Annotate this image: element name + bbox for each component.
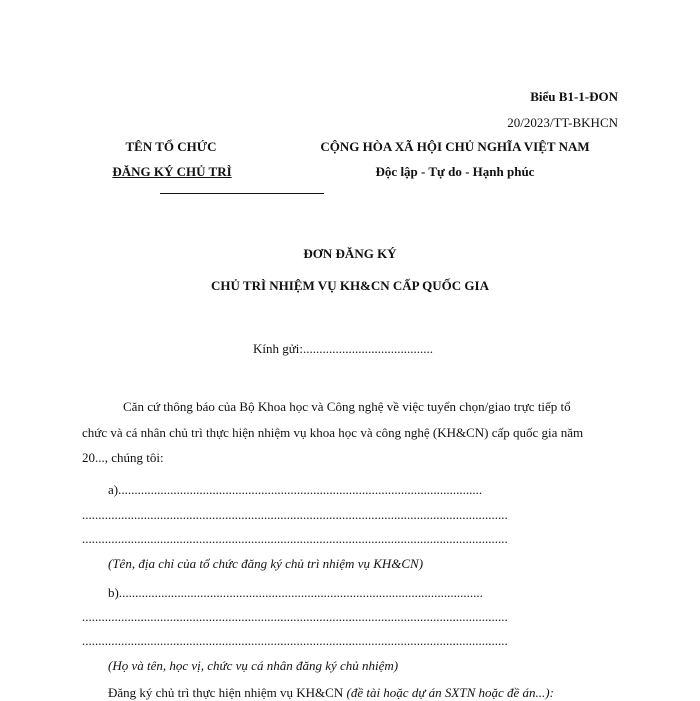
section-b-line1: b)................................................................................................................: [108, 585, 483, 600]
section-a-line2: ...................................................................................................................................: [82, 507, 508, 522]
intro-line-2: chức và cá nhân chủ trì thực hiện nhiệm vụ khoa học và công nghệ (KH&CN) cấp quốc gia năm: [82, 425, 584, 440]
addressee: Kính gửi:........................................: [253, 341, 434, 356]
section-a-line1: a)................................................................................................................: [108, 482, 483, 497]
national-header-line1: CỘNG HÒA XÃ HỘI CHỦ NGHĨA VIỆT NAM: [320, 139, 590, 154]
register-line: [108, 685, 554, 701]
section-b-line3: ...................................................................................................................................: [82, 633, 508, 648]
intro-line-1: Căn cứ thông báo của Bộ Khoa học và Công nghệ về việc tuyển chọn/giao trực tiếp tổ: [123, 399, 571, 414]
header-divider: [160, 193, 324, 194]
document-subtitle: CHỦ TRÌ NHIỆM VỤ KH&CN CẤP QUỐC GIA: [211, 278, 489, 293]
form-code: Biểu B1-1-ĐON: [530, 89, 618, 104]
intro-line-3: 20..., chúng tôi:: [82, 450, 164, 465]
section-b-line2: ...................................................................................................................................: [82, 609, 508, 624]
document-title: ĐƠN ĐĂNG KÝ: [303, 246, 397, 261]
section-a-note: (Tên, địa chỉ của tổ chức đăng ký chủ trì nhiệm vụ KH&CN): [108, 556, 424, 571]
section-b-note: (Họ và tên, học vị, chức vụ cá nhân đăng ký chủ nhiệm): [108, 658, 399, 673]
national-header-line2: Độc lập - Tự do - Hạnh phúc: [375, 164, 535, 179]
register-line-text: Đăng ký chủ trì thực hiện nhiệm vụ KH&CN: [108, 685, 347, 700]
circular-reference: 20/2023/TT-BKHCN: [507, 115, 618, 130]
section-a-line3: ...................................................................................................................................: [82, 531, 508, 546]
register-line-italic: (đề tài hoặc dự án SXTN hoặc đề án...):: [346, 685, 554, 700]
org-header-line1: TÊN TỔ CHỨC: [125, 139, 217, 154]
org-header-line2: ĐĂNG KÝ CHỦ TRÌ: [112, 164, 232, 179]
